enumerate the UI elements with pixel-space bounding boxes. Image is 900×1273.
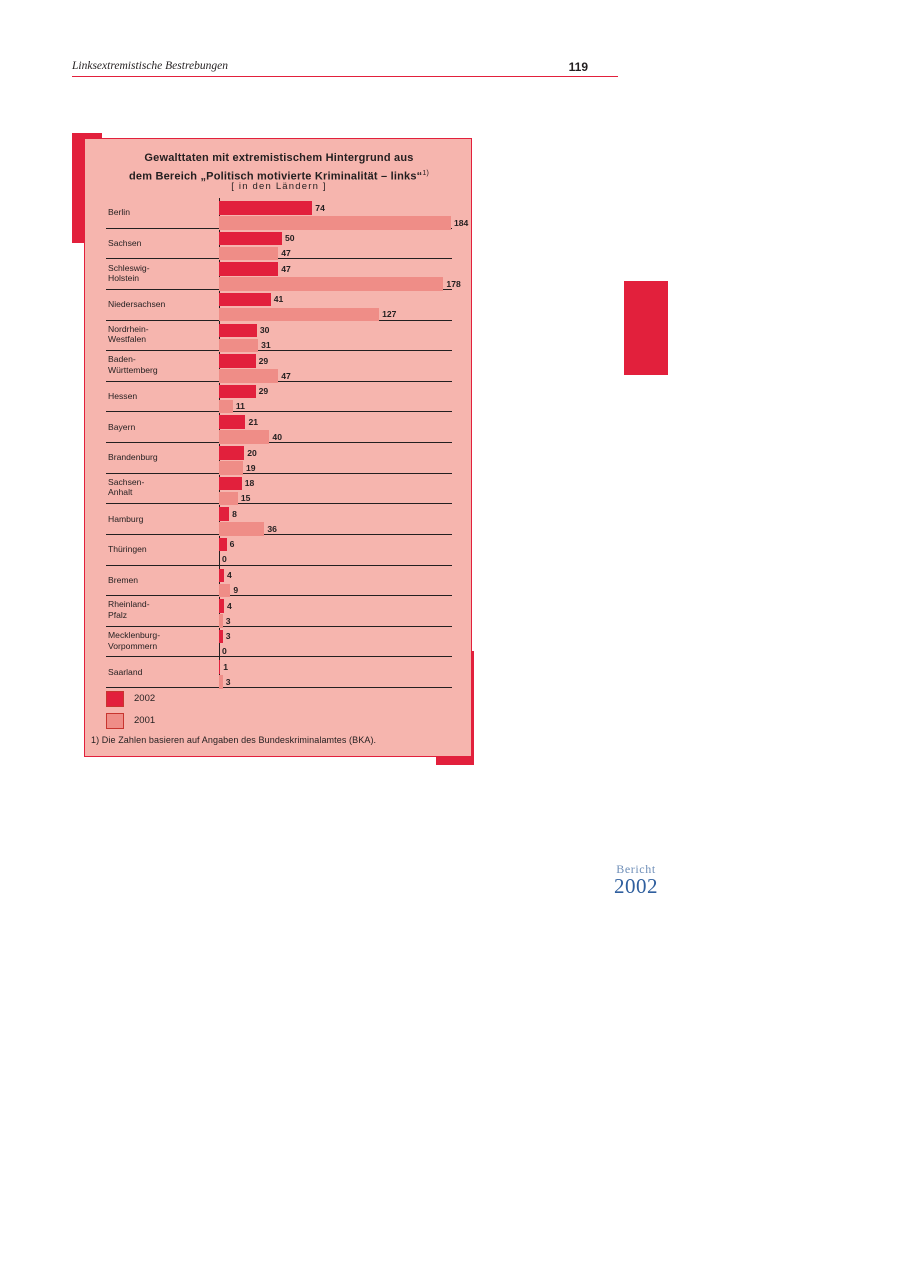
bar-2002: [219, 354, 256, 368]
row-separator: [106, 350, 452, 351]
bar-2002: [219, 415, 245, 429]
chart-title-footnote-marker: 1): [422, 170, 430, 177]
bar-2001: [219, 277, 443, 291]
category-label: Nordrhein- Westfalen: [108, 323, 149, 345]
bar-2001: [219, 400, 233, 414]
bar-2001: [219, 584, 230, 598]
bar-value-label: 29: [258, 355, 269, 366]
bar-value-label: 0: [222, 554, 227, 565]
category-label: Hessen: [108, 391, 138, 402]
bar-value-label: 4: [227, 600, 232, 611]
bar-value-label: 20: [247, 447, 257, 458]
bar-value-label: 15: [240, 493, 251, 504]
report-mark: [576, 862, 696, 899]
row-separator: [106, 381, 452, 382]
bar-value-label: 9: [233, 585, 239, 595]
bar-value-label: 18: [244, 478, 255, 489]
chart-footnote: 1) Die Zahlen basieren auf Angaben des Bundeskriminalamtes (BKA).: [91, 735, 377, 745]
row-separator: [106, 534, 452, 535]
bar-2001: [219, 308, 379, 322]
bar-2002: [219, 477, 242, 491]
row-separator: [106, 595, 452, 596]
page-number: 119: [568, 60, 588, 74]
category-label: Brandenburg: [108, 452, 158, 463]
page-header: [72, 60, 618, 80]
bar-2002: [219, 599, 224, 613]
bar-2002: [219, 538, 227, 552]
bar-value-label: 47: [281, 263, 291, 274]
category-label: Bremen: [108, 574, 139, 585]
bar-2001: [219, 216, 451, 230]
bar-value-label: 11: [235, 401, 245, 412]
bar-value-label: 3: [225, 676, 231, 687]
category-label: Rheinland- Pfalz: [108, 599, 150, 620]
bar-2002: [219, 293, 271, 307]
bar-value-label: 19: [245, 462, 256, 473]
bar-2002: [219, 385, 256, 399]
category-label: Thüringen: [108, 544, 147, 555]
row-separator: [106, 687, 452, 688]
bar-value-label: 74: [315, 202, 325, 213]
bar-value-label: 47: [281, 370, 291, 381]
bar-value-label: 6: [229, 539, 235, 550]
bar-value-label: 50: [285, 233, 295, 244]
category-label: Niedersachsen: [108, 299, 166, 310]
bar-value-label: 21: [248, 416, 259, 427]
category-label: Sachsen: [108, 237, 142, 248]
chart-title: [85, 151, 473, 185]
bar-2002: [219, 630, 223, 644]
bar-value-label: 31: [261, 340, 271, 350]
bar-value-label: 41: [273, 294, 284, 305]
category-label: Mecklenburg- Vorpommern: [108, 630, 161, 651]
bar-2001: [219, 614, 223, 628]
category-label: Hamburg: [108, 513, 144, 524]
row-separator: [106, 656, 452, 657]
legend-swatch: [106, 713, 124, 729]
report-mark-word: Bericht: [616, 862, 656, 876]
legend-label: 2002: [134, 693, 156, 704]
header-rule: [72, 76, 618, 77]
bar-value-label: 3: [225, 631, 231, 642]
decoration-block-right: [624, 281, 668, 375]
row-separator: [106, 411, 452, 412]
row-separator: [106, 503, 452, 504]
bar-2001: [219, 675, 223, 689]
legend-label: 2001: [134, 715, 156, 726]
bar-2001: [219, 247, 278, 261]
legend-swatch: [106, 691, 124, 707]
bar-2001: [219, 369, 278, 383]
chart-subtitle: [ in den Ländern ]: [231, 181, 327, 192]
bar-2001: [219, 492, 238, 506]
report-mark-year: 2002: [614, 874, 658, 898]
bar-2001: [219, 430, 269, 444]
row-separator: [106, 442, 452, 443]
bar-2002: [219, 569, 224, 583]
bar-2002: [219, 660, 220, 674]
bar-2002: [219, 507, 229, 521]
category-label: Schleswig- Holstein: [108, 262, 150, 284]
bar-value-label: 29: [258, 386, 269, 397]
bar-value-label: 184: [454, 217, 469, 228]
bar-value-label: 8: [232, 508, 237, 519]
chart-plot-area: [106, 198, 469, 688]
row-separator: [106, 626, 452, 627]
bar-2001: [219, 461, 243, 475]
bar-value-label: 36: [267, 523, 277, 534]
category-label: Bayern: [108, 421, 136, 432]
bar-2001: [219, 339, 258, 353]
row-separator: [106, 565, 452, 566]
category-label: Sachsen- Anhalt: [108, 476, 145, 498]
bar-2002: [219, 324, 257, 338]
chart-title-line1: Gewalttaten mit extremistischem Hintergrund aus: [144, 152, 414, 164]
bar-value-label: 127: [382, 309, 397, 320]
row-separator: [106, 473, 452, 474]
row-separator: [106, 258, 452, 259]
chart-panel: [84, 138, 472, 757]
bar-2002: [219, 232, 282, 246]
bar-value-label: 1: [223, 661, 229, 672]
category-label: Baden- Württemberg: [108, 354, 158, 375]
bar-2002: [219, 262, 278, 276]
bar-value-label: 40: [272, 431, 282, 442]
category-label: Berlin: [108, 207, 130, 218]
bar-value-label: 0: [222, 646, 227, 657]
bar-value-label: 4: [227, 570, 232, 580]
header-title: Linksextremistische Bestrebungen: [72, 60, 228, 72]
bar-value-label: 47: [281, 248, 291, 259]
chart-title-line2: dem Bereich „Politisch motivierte Kriminalität – links“: [128, 170, 423, 183]
bar-2002: [219, 446, 244, 460]
category-label: Saarland: [108, 666, 143, 677]
bar-2002: [219, 201, 312, 215]
bar-2001: [219, 522, 264, 536]
bar-value-label: 178: [446, 278, 461, 289]
bar-value-label: 3: [225, 615, 231, 626]
bar-value-label: 30: [259, 325, 270, 335]
